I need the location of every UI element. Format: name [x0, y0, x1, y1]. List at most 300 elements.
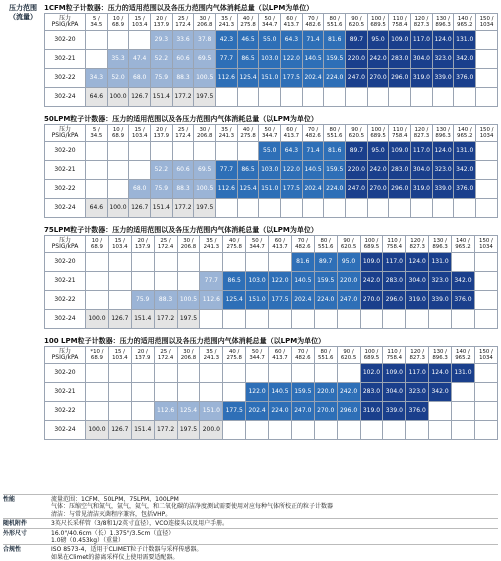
table-row: [45, 310, 498, 329]
flow-cell: 296.0: [383, 291, 406, 310]
flow-cell: 68.0: [129, 69, 151, 88]
flow-cell: [389, 88, 411, 107]
flow-cell: [107, 180, 129, 199]
flow-cell: 197.5: [177, 310, 200, 329]
flow-cell: 60.6: [172, 50, 194, 69]
flow-cell: [474, 364, 497, 383]
pressure-column-header: 110 / 758.4: [383, 236, 406, 253]
flow-cell: [177, 272, 200, 291]
pressure-column-header: 25 / 172.4: [154, 236, 177, 253]
flow-cell: [237, 142, 259, 161]
flow-cell: [108, 402, 131, 421]
flow-cell: 247.0: [346, 69, 368, 88]
flow-cell: [86, 272, 109, 291]
flow-cell: 102.0: [360, 364, 383, 383]
pressure-column-header: 150 / 1034: [474, 236, 497, 253]
flow-cell: 117.0: [411, 31, 433, 50]
pressure-column-header: 5 / 34.5: [86, 125, 108, 142]
flow-cell: [131, 253, 154, 272]
flow-cell: [259, 199, 281, 218]
flow-cell: 296.0: [389, 180, 411, 199]
tables-container: [44, 3, 498, 447]
info-value: [51, 529, 498, 545]
flow-cell: 270.0: [314, 402, 337, 421]
flow-cell: [86, 161, 108, 180]
flow-cell: [474, 421, 497, 440]
pressure-column-header: 35 / 241.3: [216, 14, 238, 31]
pressure-column-header: 80 / 551.6: [314, 236, 337, 253]
flow-cell: 112.6: [216, 180, 238, 199]
flow-cell: 77.7: [216, 161, 238, 180]
flow-cell: 60.6: [172, 161, 194, 180]
flow-cell: [337, 310, 360, 329]
flow-cell: [108, 272, 131, 291]
flow-cell: [411, 199, 433, 218]
flow-cell: [367, 199, 389, 218]
flow-cell: [383, 421, 406, 440]
pressure-column-header: 80 / 551.6: [314, 347, 337, 364]
flow-cell: [129, 31, 151, 50]
flow-cell: [291, 310, 314, 329]
flow-cell: [452, 421, 475, 440]
flow-cell: 29.3: [151, 31, 173, 50]
flow-cell: 112.6: [154, 402, 177, 421]
flow-cell: [107, 161, 129, 180]
pressure-column-header: 80 / 551.6: [324, 125, 346, 142]
flow-cell: 100.5: [194, 69, 216, 88]
info-line: 气体：压缩空气和氮气，氩气，氦气，和二氧化碳的洁净度测试需要使用对应每种气体所校正的粒子计数器: [51, 503, 334, 511]
flow-cell: 109.0: [389, 142, 411, 161]
flow-cell: 202.4: [302, 180, 324, 199]
pressure-column-header: 30 / 206.8: [194, 14, 216, 31]
info-row: [3, 494, 498, 518]
flow-cell: 304.0: [411, 50, 433, 69]
table-row: [45, 199, 498, 218]
flow-cell: 151.0: [246, 291, 269, 310]
model-cell: 302-24: [45, 421, 86, 440]
flow-cell: [129, 161, 151, 180]
flow-cell: [86, 31, 108, 50]
flow-cell: 319.0: [360, 402, 383, 421]
flow-cell: 202.4: [302, 69, 324, 88]
flow-cell: [86, 364, 109, 383]
flow-cell: 100.0: [86, 421, 109, 440]
model-cell: 302-20: [45, 31, 86, 50]
flow-cell: 200.0: [200, 421, 223, 440]
pressure-column-header: 15 / 103.4: [108, 236, 131, 253]
flow-cell: 220.0: [346, 161, 368, 180]
flow-cell: [246, 310, 269, 329]
flow-cell: 296.0: [337, 402, 360, 421]
flow-cell: [476, 180, 498, 199]
flow-cell: 81.6: [291, 253, 314, 272]
flow-cell: 89.7: [346, 31, 368, 50]
flow-cell: [314, 364, 337, 383]
flow-cell: 131.0: [454, 142, 476, 161]
flow-cell: 126.7: [129, 88, 151, 107]
flow-cell: [246, 364, 269, 383]
flow-cell: [474, 253, 497, 272]
flow-cell: [107, 31, 129, 50]
flow-cell: [324, 88, 346, 107]
flow-cell: 270.0: [360, 291, 383, 310]
flow-cell: [129, 142, 151, 161]
flow-cell: [476, 199, 498, 218]
table-row: [45, 69, 498, 88]
flow-cell: 247.0: [346, 180, 368, 199]
pressure-column-header: 10 / 68.9: [107, 125, 129, 142]
flow-cell: 159.5: [324, 50, 346, 69]
info-line: 16.0"/40.6cm（长）1.375"/3.5cm（直径）: [51, 529, 175, 537]
flow-cell: [474, 291, 497, 310]
flow-cell: 177.5: [269, 291, 292, 310]
flow-cell: 89.7: [314, 253, 337, 272]
info-value: [51, 519, 498, 527]
flow-cell: [200, 383, 223, 402]
flow-cell: 319.0: [411, 69, 433, 88]
flow-cell: 342.0: [452, 272, 475, 291]
flow-cell: [367, 88, 389, 107]
flow-cell: 177.5: [281, 180, 303, 199]
pressure-column-header: 70 / 482.6: [291, 347, 314, 364]
pressure-column-header: 90 / 620.5: [337, 236, 360, 253]
flow-cell: 242.0: [367, 161, 389, 180]
flow-cell: [86, 291, 109, 310]
info-label: 随机附件: [3, 520, 28, 528]
flow-cell: [346, 88, 368, 107]
pressure-range-label: 压力范围 （流量）: [9, 4, 37, 21]
table-row: [45, 180, 498, 199]
flow-cell: [474, 310, 497, 329]
flow-cell: 151.0: [259, 180, 281, 199]
flow-cell: 151.4: [131, 310, 154, 329]
flow-cell: 35.3: [107, 50, 129, 69]
flow-cell: [269, 253, 292, 272]
flow-cell: 117.0: [383, 253, 406, 272]
pressure-column-header: 15 / 103.4: [129, 14, 151, 31]
flow-cell: 125.4: [223, 291, 246, 310]
flow-cell: [223, 383, 246, 402]
flow-cell: [476, 69, 498, 88]
flow-cell: [429, 421, 452, 440]
table-row: [45, 402, 498, 421]
flow-cell: 151.4: [131, 421, 154, 440]
flow-cell: 103.0: [259, 50, 281, 69]
pressure-column-header: 70 / 482.6: [302, 125, 324, 142]
pressure-column-header: 80 / 551.6: [324, 14, 346, 31]
flow-cell: 122.0: [281, 50, 303, 69]
flow-cell: 304.0: [383, 383, 406, 402]
flow-cell: 197.5: [194, 199, 216, 218]
pressure-column-header: 20 / 137.9: [131, 236, 154, 253]
model-cell: 302-20: [45, 364, 86, 383]
pressure-column-header: 60 / 413.7: [281, 125, 303, 142]
flow-cell: 52.2: [151, 161, 173, 180]
table-row: [45, 50, 498, 69]
flow-cell: [281, 199, 303, 218]
flow-cell: 55.0: [259, 142, 281, 161]
flow-cell: [360, 310, 383, 329]
flow-cell: 151.0: [200, 402, 223, 421]
flow-cell: 103.0: [246, 272, 269, 291]
info-line: 如果在Climet的游离采样仪上使用需要适配器。: [51, 553, 179, 561]
flow-cell: [474, 272, 497, 291]
flow-cell: [151, 142, 173, 161]
flow-cell: 100.0: [107, 88, 129, 107]
pressure-column-header: 15 / 103.4: [108, 347, 131, 364]
pressure-column-header: 5 / 34.5: [86, 14, 108, 31]
pressure-column-header: 110 / 758.4: [389, 14, 411, 31]
flow-cell: 304.0: [406, 272, 429, 291]
flow-cell: [108, 253, 131, 272]
flow-cell: 117.0: [411, 142, 433, 161]
flow-cell: 339.0: [383, 402, 406, 421]
flow-cell: 177.5: [281, 69, 303, 88]
flow-cell: [411, 88, 433, 107]
flow-cell: [474, 383, 497, 402]
flow-cell: 159.5: [314, 272, 337, 291]
flow-cell: 52.0: [107, 69, 129, 88]
pressure-column-header: 15 / 103.4: [129, 125, 151, 142]
flow-cell: 342.0: [454, 50, 476, 69]
flow-cell: 283.0: [360, 383, 383, 402]
flow-cell: [246, 421, 269, 440]
flow-cell: 109.0: [383, 364, 406, 383]
flow-cell: 42.3: [216, 31, 238, 50]
flow-cell: 100.5: [177, 291, 200, 310]
flow-cell: [269, 421, 292, 440]
flow-cell: [131, 272, 154, 291]
pressure-column-header: 130 / 896.3: [432, 125, 454, 142]
model-cell: 302-20: [45, 142, 86, 161]
pressure-column-header: 150 / 1034: [474, 347, 497, 364]
flow-cell: [246, 253, 269, 272]
flow-cell: 125.4: [237, 180, 259, 199]
flow-cell: [86, 383, 109, 402]
flow-cell: [476, 88, 498, 107]
flow-cell: 323.0: [406, 383, 429, 402]
flow-cell: 140.5: [269, 383, 292, 402]
pressure-column-header: 100 / 689.5: [360, 236, 383, 253]
pressure-column-header: 70 / 482.6: [302, 14, 324, 31]
pressure-column-header: 35 / 241.3: [200, 236, 223, 253]
pressure-column-header: 120 / 827.3: [411, 14, 433, 31]
pressure-column-header: 140 / 965.2: [452, 236, 475, 253]
flow-cell: [346, 199, 368, 218]
flow-cell: 140.5: [291, 272, 314, 291]
flow-cell: [177, 364, 200, 383]
flow-cell: 75.9: [131, 291, 154, 310]
pressure-column-header: 100 / 689.5: [367, 125, 389, 142]
flow-cell: 177.2: [172, 88, 194, 107]
model-cell: 302-24: [45, 310, 86, 329]
flow-cell: [131, 402, 154, 421]
pressure-column-header: 20 / 137.9: [151, 14, 173, 31]
flow-cell: 68.0: [129, 180, 151, 199]
table-row: [45, 364, 498, 383]
pressure-column-header: 130 / 896.3: [429, 236, 452, 253]
flow-cell: 140.5: [302, 50, 324, 69]
flow-cell: [216, 88, 238, 107]
info-line: 3英尺长采样管（3/8和1/2英寸直径），VCO连接头以及用户手册。: [51, 520, 229, 528]
flow-cell: 126.7: [129, 199, 151, 218]
pressure-column-header: 35 / 241.3: [216, 125, 238, 142]
flow-cell: [259, 88, 281, 107]
flow-cell: [223, 364, 246, 383]
table-row: [45, 291, 498, 310]
flow-cell: [107, 142, 129, 161]
pressure-column-header: 110 / 758.4: [389, 125, 411, 142]
flow-cell: 283.0: [389, 161, 411, 180]
table-row: [45, 421, 498, 440]
pressure-column-header: 50 / 344.7: [246, 347, 269, 364]
flow-cell: 86.5: [237, 161, 259, 180]
pressure-column-header: 90 / 620.5: [337, 347, 360, 364]
flow-cell: 126.7: [108, 421, 131, 440]
info-row: [3, 544, 498, 561]
flow-cell: [291, 364, 314, 383]
flow-cell: 100.0: [86, 310, 109, 329]
pressure-column-header: 40 / 275.8: [237, 125, 259, 142]
info-line: ISO 8573-4，适用于CLIMET粒子计数器与采样传感器。: [51, 546, 203, 554]
flow-cell: [337, 421, 360, 440]
spec-info: [3, 494, 498, 561]
pressure-column-header: 20 / 137.9: [131, 347, 154, 364]
pressure-column-header: 30 / 206.8: [194, 125, 216, 142]
flow-cell: 177.2: [154, 421, 177, 440]
model-cell: 302-21: [45, 272, 86, 291]
flow-cell: 81.6: [324, 31, 346, 50]
flow-cell: 122.0: [246, 383, 269, 402]
flow-cell: 247.0: [337, 291, 360, 310]
flow-cell: 124.0: [432, 142, 454, 161]
model-cell: 302-22: [45, 291, 86, 310]
pressure-column-header: 120 / 827.3: [406, 236, 429, 253]
pressure-column-header: 140 / 965.2: [454, 14, 476, 31]
model-cell: 302-21: [45, 161, 86, 180]
info-line: 流量范围：1CFM、50LPM、75LPM、100LPM: [51, 496, 179, 503]
model-cell: 302-24: [45, 199, 86, 218]
flow-cell: [108, 291, 131, 310]
flow-cell: 242.0: [360, 272, 383, 291]
info-value: [51, 545, 498, 561]
pressure-column-header: 10 / 68.9: [107, 14, 129, 31]
info-line: 清洁：与常见清洁灭菌程序兼容，包括VHP。: [51, 510, 172, 518]
pressure-column-header: 35 / 241.3: [200, 347, 223, 364]
flow-cell: 151.4: [151, 88, 173, 107]
flow-cell: 159.5: [324, 161, 346, 180]
flow-cell: 319.0: [406, 291, 429, 310]
model-cell: 302-20: [45, 253, 86, 272]
pressure-column-header: 90 / 620.5: [346, 125, 368, 142]
flow-cell: 323.0: [432, 50, 454, 69]
pressure-header: 压力 PSIG/kPA: [45, 125, 86, 142]
flow-cell: 71.4: [302, 142, 324, 161]
flow-cell: 95.0: [367, 31, 389, 50]
flow-cell: 95.0: [367, 142, 389, 161]
flow-cell: 47.4: [129, 50, 151, 69]
flow-cell: 177.2: [154, 310, 177, 329]
flow-cell: [154, 272, 177, 291]
flow-cell: [302, 199, 324, 218]
flow-cell: [406, 310, 429, 329]
flow-cell: [172, 142, 194, 161]
pressure-column-header: 100 / 689.5: [360, 347, 383, 364]
model-cell: 302-24: [45, 88, 86, 107]
table-row: [45, 161, 498, 180]
flow-cell: 224.0: [324, 69, 346, 88]
pressure-column-header: 150 / 1034: [476, 125, 498, 142]
pressure-column-header: 25 / 172.4: [172, 125, 194, 142]
flow-cell: 64.3: [281, 142, 303, 161]
flow-cell: 109.0: [360, 253, 383, 272]
info-row: [3, 528, 498, 545]
flow-cell: 342.0: [429, 383, 452, 402]
info-row: [3, 518, 498, 527]
flow-cell: 242.0: [337, 383, 360, 402]
info-line: 1.0磅（0.453kg）（重量）: [51, 537, 125, 545]
flow-cell: [269, 364, 292, 383]
flow-cell: 77.7: [200, 272, 223, 291]
flow-cell: [154, 253, 177, 272]
model-cell: 302-22: [45, 402, 86, 421]
flow-cell: [291, 421, 314, 440]
flow-cell: 140.5: [302, 161, 324, 180]
table-row: [45, 88, 498, 107]
flow-cell: [223, 253, 246, 272]
flow-cell: 342.0: [454, 161, 476, 180]
pressure-column-header: 40 / 275.8: [223, 236, 246, 253]
flow-cell: [429, 402, 452, 421]
flow-cell: 202.4: [246, 402, 269, 421]
model-cell: 302-21: [45, 383, 86, 402]
pressure-header: 压力 PSIG/kPA: [45, 14, 86, 31]
pressure-column-header: 50 / 344.7: [259, 125, 281, 142]
table-row: [45, 383, 498, 402]
pressure-column-header: 90 / 620.5: [346, 14, 368, 31]
flow-cell: [108, 364, 131, 383]
flow-cell: 220.0: [314, 383, 337, 402]
flow-cell: 270.0: [367, 180, 389, 199]
flow-cell: 100.5: [194, 180, 216, 199]
flow-cell: 124.0: [406, 253, 429, 272]
flow-cell: 103.0: [259, 161, 281, 180]
flow-cell: 88.3: [154, 291, 177, 310]
flow-cell: [476, 50, 498, 69]
flow-cell: [476, 31, 498, 50]
section-2: [44, 114, 498, 218]
model-cell: 302-22: [45, 69, 86, 88]
flow-cell: [452, 383, 475, 402]
section-title: 100 LPM粒子计数器：压力的适用范围以及各压力范围内气体消耗总量（以LPM为单位）: [44, 337, 326, 345]
flow-cell: [454, 88, 476, 107]
pressure-column-header: 140 / 965.2: [452, 347, 475, 364]
flow-cell: [194, 142, 216, 161]
flow-cell: 37.8: [194, 31, 216, 50]
flow-cell: [452, 310, 475, 329]
flow-cell: [86, 180, 108, 199]
table-row: [45, 272, 498, 291]
flow-cell: [314, 310, 337, 329]
flow-cell: 224.0: [314, 291, 337, 310]
flow-cell: 224.0: [324, 180, 346, 199]
pressure-column-header: 60 / 413.7: [281, 14, 303, 31]
flow-cell: 64.3: [281, 31, 303, 50]
flow-cell: 202.4: [291, 291, 314, 310]
pressure-column-header: 40 / 275.8: [223, 347, 246, 364]
flow-cell: 131.0: [454, 31, 476, 50]
info-label: 性能: [3, 496, 16, 503]
